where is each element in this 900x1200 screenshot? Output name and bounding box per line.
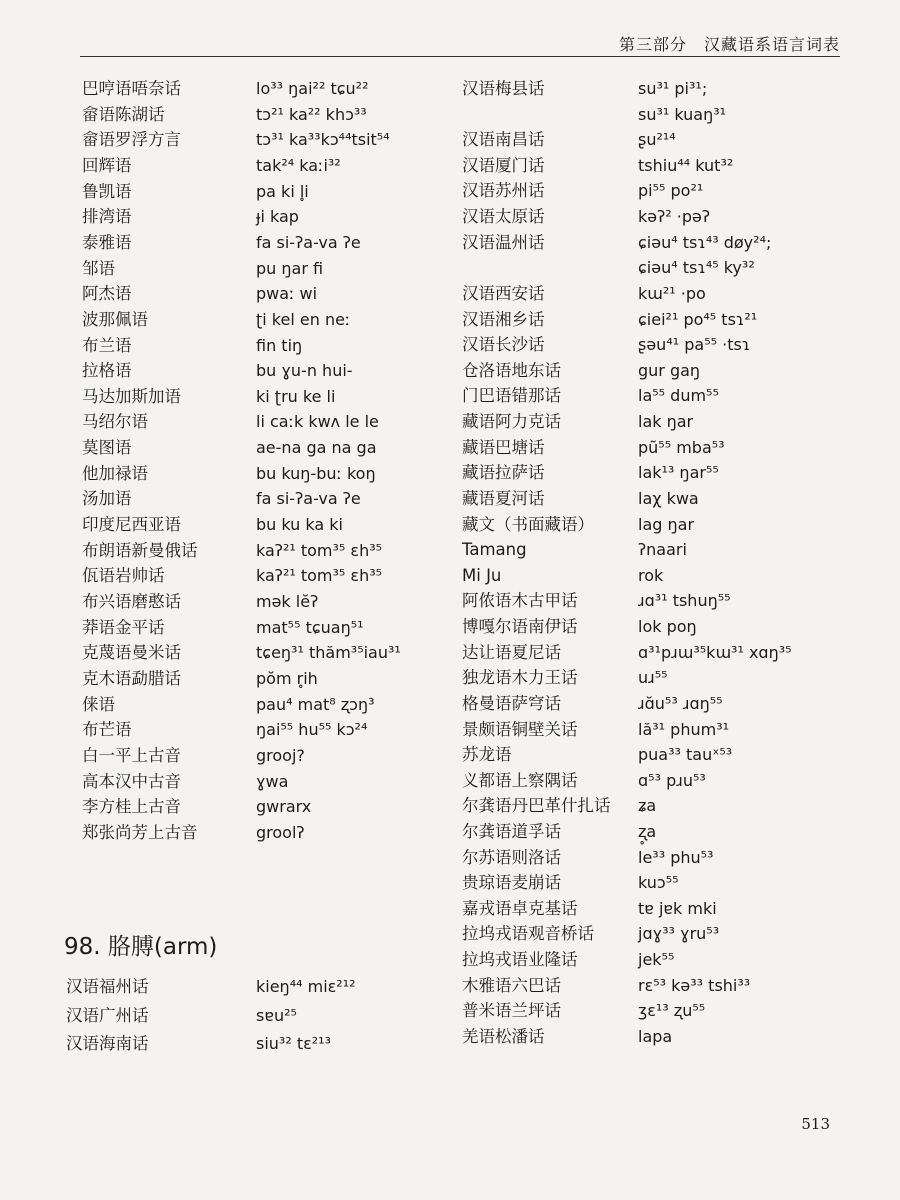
phonetic-form: ʂu²¹⁴ [638, 130, 676, 150]
phonetic-form: ɟi kap [256, 207, 299, 227]
phonetic-form: lok poŋ [638, 617, 697, 637]
phonetic-form: mək lĕʔ [256, 592, 319, 611]
phonetic-form: mat⁵⁵ tɕuaŋ⁵¹ [256, 617, 364, 637]
language-name: 博嘎尔语南伊话 [462, 617, 578, 637]
language-name: 汉语温州话 [462, 232, 545, 252]
language-name: 郑张尚芳上古音 [82, 822, 198, 842]
language-name: 克蔑语曼米话 [82, 643, 181, 663]
language-name: 拉格语 [82, 361, 132, 381]
phonetic-form: rok [638, 565, 664, 585]
phonetic-form: le³³ phu⁵³ [638, 847, 714, 867]
phonetic-form: su³¹ kuaŋ³¹ [638, 104, 727, 124]
language-name: 巴哼语唔奈话 [82, 79, 181, 98]
phonetic-form: pwaː wi [256, 284, 318, 304]
phonetic-form: tɔ²¹ ka²² khɔ³³ [256, 104, 367, 124]
language-name: 汉语海南话 [66, 1034, 149, 1053]
phonetic-form: ʑa [638, 796, 657, 816]
language-name: 藏语巴塘话 [462, 437, 545, 457]
language-name: 布兰语 [82, 335, 132, 355]
language-name: 克木语勐腊话 [82, 668, 181, 688]
language-name: Tamang [462, 540, 527, 560]
phonetic-form: jek⁵⁵ [638, 950, 675, 970]
phonetic-form: jɑɣ³³ ɣru⁵³ [638, 924, 720, 944]
language-name: 畲语罗浮方言 [82, 130, 181, 150]
language-name: 佤语岩帅话 [82, 566, 165, 586]
page-number: 513 [801, 1115, 830, 1133]
language-name: 独龙语木力王话 [462, 668, 578, 688]
phonetic-form: lak¹³ ŋar⁵⁵ [638, 463, 719, 483]
phonetic-form: groolʔ [256, 822, 305, 842]
phonetic-form: pu ŋar fi [256, 258, 324, 278]
language-name: 汉语南昌话 [462, 130, 545, 150]
language-name: 藏语阿力克话 [462, 412, 561, 432]
phonetic-form: bu kuŋ-buː koŋ [256, 463, 376, 483]
language-name: 汉语广州话 [66, 1005, 149, 1025]
phonetic-form: tshiu⁴⁴ kut³² [638, 155, 734, 175]
language-name: 汉语厦门话 [462, 155, 545, 175]
phonetic-form: tɕeŋ³¹ thăm³⁵iau³¹ [256, 643, 401, 663]
phonetic-form: pau⁴ mat⁸ ʐɔŋ³ [256, 694, 375, 714]
phonetic-form: bu ɣu-n hui- [256, 361, 353, 381]
section-title: 98. 胳膊(arm) [64, 934, 218, 960]
phonetic-form: sɐu²⁵ [256, 1005, 297, 1025]
language-name: 莫图语 [82, 438, 132, 458]
phonetic-form: kəʔ² ·pəʔ [638, 207, 711, 227]
phonetic-form: lo³³ ŋai²² tɕu²² [256, 79, 369, 98]
language-name: 马达加斯加语 [82, 386, 181, 406]
language-name: 汉语太原话 [462, 207, 545, 227]
phonetic-form: kɯ²¹ ·po [638, 283, 706, 303]
language-name: 他加禄语 [82, 463, 148, 483]
language-name: 莽语金平话 [82, 617, 165, 637]
phonetic-form: ɕiəu⁴ tsɿ⁴⁵ ky³² [638, 258, 755, 278]
language-name: 白一平上古音 [82, 745, 181, 765]
phonetic-form: ɕiei²¹ po⁴⁵ tsɿ²¹ [638, 309, 758, 329]
phonetic-form: ɑ⁵³ pɹu⁵³ [638, 770, 706, 790]
phonetic-form: uɹ⁵⁵ [638, 668, 668, 688]
phonetic-form: ʐ̥a [638, 821, 657, 841]
language-name: 印度尼西亚语 [82, 515, 181, 535]
phonetic-form: laχ kwa [638, 488, 699, 508]
language-name: 普米语兰坪话 [462, 1001, 561, 1021]
language-name: 汉语福州话 [66, 977, 149, 996]
language-name: 门巴语错那话 [462, 386, 561, 406]
language-name: 嘉戎语卓克基话 [462, 898, 578, 918]
language-name: 李方桂上古音 [82, 797, 181, 817]
phonetic-form: gwrarx [256, 797, 312, 817]
phonetic-form: ʒɛ¹³ ʐu⁵⁵ [638, 1001, 706, 1021]
phonetic-form: pa ki l̥i [256, 181, 309, 201]
phonetic-form: lă³¹ phum³¹ [638, 719, 730, 739]
phonetic-form: li caːk kwʌ le le [256, 412, 379, 432]
header-title: 第三部分 汉藏语系语言词表 [618, 35, 840, 54]
phonetic-form: ae-na ga na ga [256, 438, 377, 458]
language-name: 尔龚语丹巴革什扎话 [462, 796, 611, 816]
language-name: 达让语夏尼话 [462, 642, 561, 662]
language-name: 布朗语新曼俄话 [82, 540, 198, 560]
phonetic-form: lapa [638, 1026, 673, 1046]
language-name: 拉坞戎语业隆话 [462, 950, 578, 970]
phonetic-form: fin tiŋ [256, 335, 303, 355]
phonetic-form: pŏm r̥ih [256, 668, 318, 688]
phonetic-form: ʔnaari [638, 540, 687, 560]
language-name: 鲁凯语 [82, 181, 132, 201]
language-name: 汉语长沙话 [462, 335, 545, 355]
language-name: 仓洛语地东话 [462, 360, 561, 380]
language-name: 俫语 [82, 694, 115, 714]
phonetic-form: pũ⁵⁵ mba⁵³ [638, 437, 725, 457]
language-name: 汉语湘乡话 [462, 309, 545, 329]
language-name: 排湾语 [82, 207, 132, 227]
phonetic-form: siu³² tɛ²¹³ [256, 1034, 331, 1053]
phonetic-form: ɑ³¹pɹɯ³⁵kɯ³¹ xɑŋ³⁵ [638, 642, 792, 662]
phonetic-form: kieŋ⁴⁴ miɛ²¹² [256, 977, 356, 996]
language-name: 尔苏语则洛话 [462, 847, 561, 867]
language-name: 布兴语磨憨话 [82, 592, 181, 611]
language-name: Mi Ju [462, 565, 502, 585]
phonetic-form: la⁵⁵ dum⁵⁵ [638, 386, 719, 406]
language-name: 尔龚语道孚话 [462, 821, 561, 841]
language-name: 格曼语萨穹话 [462, 693, 561, 713]
phonetic-form: lag ŋar [638, 514, 695, 534]
phonetic-form: grooj? [256, 745, 305, 765]
language-name: 义都语上察隅话 [462, 770, 578, 790]
phonetic-form: kaʔ²¹ tom³⁵ ɛh³⁵ [256, 540, 383, 560]
language-name: 阿侬语木古甲话 [462, 591, 578, 611]
phonetic-form: pua³³ tauˣ⁵³ [638, 745, 733, 765]
phonetic-form: ɣwa [256, 771, 289, 791]
phonetic-form: fa si-ʔa-va ʔe [256, 232, 361, 252]
language-name: 高本汉中古音 [82, 771, 181, 791]
phonetic-form: tɐ jɐk mki [638, 898, 717, 918]
language-name: 波那佩语 [82, 309, 148, 329]
phonetic-form: ɹɑ³¹ tshuŋ⁵⁵ [638, 591, 731, 611]
language-name: 景颇语铜壁关话 [462, 719, 578, 739]
language-name: 阿杰语 [82, 284, 132, 304]
language-name: 泰雅语 [82, 232, 132, 252]
phonetic-form: ʂəu⁴¹ pa⁵⁵ ·tsɿ [638, 335, 751, 355]
phonetic-form: ʈi kel en neː [256, 309, 351, 329]
language-name: 汉语梅县话 [462, 79, 545, 98]
language-name: 藏文（书面藏语） [462, 514, 594, 534]
language-name: 汤加语 [82, 489, 132, 509]
language-name: 藏语拉萨话 [462, 463, 545, 483]
phonetic-form: tɔ³¹ ka³³kɔ⁴⁴tsit⁵⁴ [256, 130, 390, 150]
language-name: 畲语陈湖话 [82, 104, 165, 124]
phonetic-form: ki ʈru ke li [256, 386, 336, 406]
phonetic-form: kaʔ²¹ tom³⁵ ɛh³⁵ [256, 566, 383, 586]
language-name: 马绍尔语 [82, 412, 148, 432]
phonetic-form: ɹɑ̆u⁵³ ɹɑŋ⁵⁵ [638, 693, 723, 713]
language-name: 羌语松潘话 [462, 1026, 545, 1046]
language-name: 藏语夏河话 [462, 488, 545, 508]
language-name: 贵琼语麦崩话 [462, 873, 561, 893]
phonetic-form: fa si-ʔa-va ʔe [256, 489, 361, 509]
language-name: 回辉语 [82, 155, 132, 175]
phonetic-form: ɕiəu⁴ tsɿ⁴³ døy²⁴; [638, 232, 772, 252]
language-name: 布芒语 [82, 720, 132, 740]
language-name: 拉坞戎语观音桥话 [462, 924, 594, 944]
language-name: 邹语 [82, 258, 115, 278]
language-name: 苏龙语 [462, 745, 512, 765]
phonetic-form: rɛ⁵³ kə³³ tshi³³ [638, 975, 751, 995]
language-name: 汉语西安话 [462, 283, 545, 303]
phonetic-form: kuɔ⁵⁵ [638, 873, 679, 893]
phonetic-form: pi⁵⁵ po²¹ [638, 181, 704, 201]
phonetic-form: tak²⁴ kaːi³² [256, 155, 341, 175]
phonetic-form: gur gaŋ [638, 360, 701, 380]
language-name: 木雅语六巴话 [462, 975, 561, 995]
phonetic-form: bu ku ka ki [256, 515, 343, 535]
phonetic-form: su³¹ pi³¹; [638, 79, 708, 98]
language-name: 汉语苏州话 [462, 181, 545, 201]
phonetic-form: lak ŋar [638, 412, 694, 432]
phonetic-form: ŋai⁵⁵ hu⁵⁵ kɔ²⁴ [256, 720, 368, 740]
